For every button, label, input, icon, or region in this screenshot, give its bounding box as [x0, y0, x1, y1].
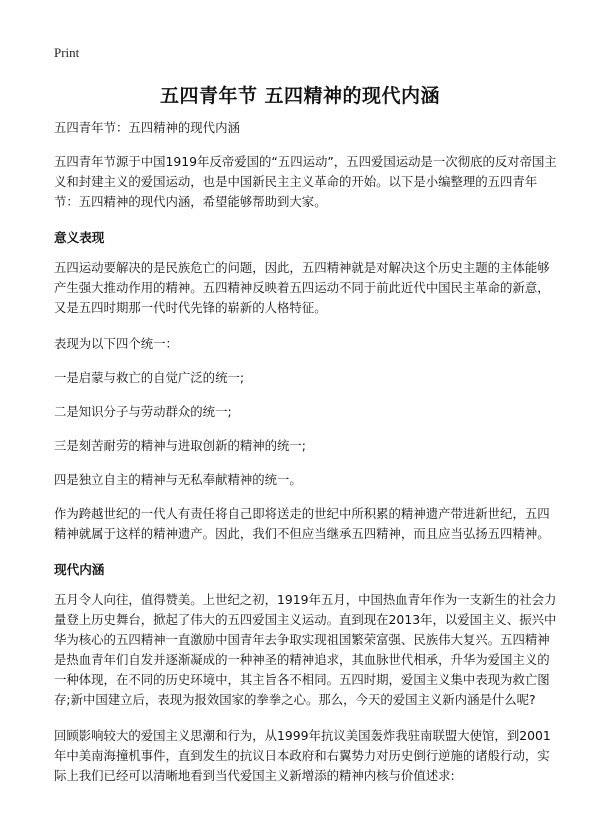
- list-item: 四是独立自主的精神与无私奉献精神的统一。: [54, 472, 302, 487]
- article-body: [54, 118, 559, 802]
- section-heading-significance: 意义表现: [54, 230, 105, 245]
- list-item: 三是刻苦耐劳的精神与进取创新的精神的统一;: [54, 438, 306, 453]
- list-item: 一是启蒙与救亡的自觉广泛的统一;: [54, 370, 245, 385]
- section-heading-modern: 现代内涵: [54, 562, 105, 577]
- list-intro: 表现为以下四个统一：: [54, 336, 178, 351]
- page-title: 五四青年节 五四精神的现代内涵: [159, 85, 441, 107]
- article-subtitle: 五四青年节：五四精神的现代内涵: [54, 120, 240, 135]
- significance-paragraph: 五四运动要解决的是民族危亡的问题，因此，五四精神就是对解决这个历史主题的主体能够产生强大推动作用的精神。五四精神反映着五四运动不同于前此近代中国民主革命的新意，又是五四时期那一代时代先锋的崭新的人格特征。: [54, 260, 550, 315]
- list-item: 二是知识分子与劳动群众的统一;: [54, 404, 232, 419]
- modern-paragraph-2: 回顾影响较大的爱国主义思潮和行为，从1999年抗议美国轰炸我驻南联盟大使馆，到2001年中美南海撞机事件，直到发生的抗议日本政府和右翼势力对历史倒行逆施的诸般行动，实际上我们已经可以清晰地看到当代爱国主义新增添的精神内核与价值述求:: [54, 728, 551, 783]
- significance-closing: 作为跨越世纪的一代人有责任将自己即将送走的世纪中所积累的精神遗产带进新世纪，五四精神就属于这样的精神遗产。因此，我们不但应当继承五四精神，而且应当弘扬五四精神。: [54, 506, 550, 541]
- print-link[interactable]: Print: [54, 45, 80, 60]
- modern-paragraph-1: 五月令人向往，值得赞美。上世纪之初，1919年五月，中国热血青年作为一支新生的社会力量登上历史舞台，掀起了伟大的五四爱国主义运动。直到现在2013年，以爱国主义、振兴中华为核心的五四精神一直激励中国青年去争取实现祖国繁荣富强、民族伟大复兴。五四精神是热血青年们自发并逐渐凝成的一种神圣的精神追求，其血脉世代相承，升华为爱国主义的一种体现，在不同的历史环境中，其主旨各不相同。五四时期，爱国主义集中表现为救亡图存;新中国建立后，表现为报效国家的拳拳之心。那么，今天的爱国主义新内涵是什么呢?: [54, 592, 557, 707]
- intro-paragraph: 五四青年节源于中国1919年反帝爱国的“五四运动”，五四爱国运动是一次彻底的反对帝国主义和封建主义的爱国运动，也是中国新民主主义革命的开始。以下是小编整理的五四青年节：五四精神的现代内涵，希望能够帮助到大家。: [54, 154, 557, 209]
